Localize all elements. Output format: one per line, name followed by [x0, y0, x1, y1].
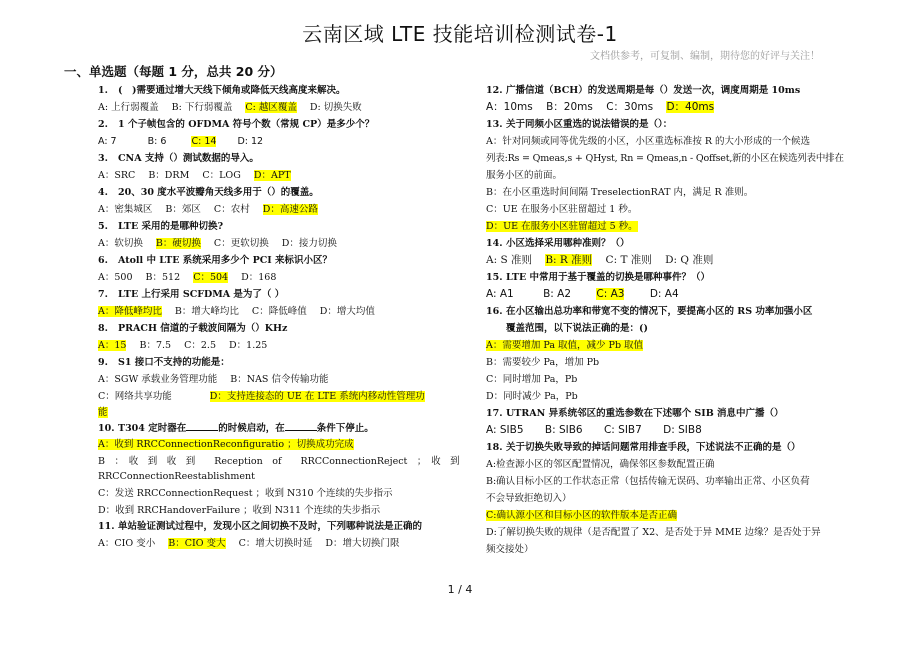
- option-a: A: 上行弱覆盖: [98, 102, 159, 113]
- question-text: 1 个子帧包含的 OFDMA 符号个数（常规 CP）是多少个？: [118, 119, 375, 130]
- option-d: D：同时减少 Pa，Pb: [486, 391, 578, 402]
- option-b: B：在小区重选时间间隔 TreselectionRAT 内，满足 R 准则。: [486, 187, 754, 198]
- option-b: B:确认目标小区的工作状态正常（包括传输无误码、功率输出正常、小区负荷: [486, 476, 810, 487]
- question-8: [98, 320, 438, 354]
- question-number: 14.: [486, 238, 503, 249]
- option-b: B: SIB6: [544, 424, 583, 436]
- option-b: B：需要较少 Pa，增加 Pb: [486, 357, 600, 368]
- option-b-answer: B：CIO 变大: [168, 538, 226, 549]
- question-15: [486, 269, 826, 303]
- question-text: ( )需要通过增大天线下倾角或降低天线高度来解决。: [118, 85, 346, 96]
- question-14: [486, 235, 826, 269]
- option-d: D: 12: [237, 136, 264, 147]
- question-text: Atoll 中 LTE 系统采用多少个 PCI 来标识小区？: [118, 255, 333, 266]
- option-c: C：LOG: [202, 170, 241, 181]
- page-number: 1 / 4: [447, 583, 473, 596]
- question-3: [98, 150, 438, 184]
- question-number: 16.: [486, 306, 503, 317]
- option-c: C: T 准则: [605, 254, 652, 266]
- option-d-answer: D：APT: [253, 170, 291, 181]
- option-c: C：增大切换时延: [238, 538, 313, 549]
- question-1: [98, 82, 438, 116]
- option-b: B ： 收 到 收 到 Reception of RRCConnectionReject ； 收 到: [98, 456, 460, 467]
- question-number: 8.: [98, 323, 108, 334]
- option-c: C：30ms: [606, 101, 654, 113]
- question-17: [486, 405, 826, 439]
- option-a-answer: A：降低峰均比: [98, 306, 162, 317]
- option-b: B：20ms: [546, 101, 593, 113]
- question-text: LTE 上行采用 SCFDMA 是为了（ ）: [118, 289, 285, 300]
- option-d-answer-cont: 能: [98, 407, 108, 418]
- question-number: 17.: [486, 408, 503, 419]
- option-a: A：SRC: [98, 170, 136, 181]
- option-d-answer: D：支持连接态的 UE 在 LTE 系统内移动性管理功: [209, 391, 425, 402]
- right-column: [486, 82, 844, 558]
- question-text: S1 接口不支持的功能是：: [118, 357, 230, 368]
- option-b: B：郊区: [165, 204, 201, 215]
- question-2: [98, 116, 438, 150]
- option-b-answer: B：硬切换: [155, 238, 201, 249]
- option-b-answer: B: R 准则: [545, 254, 593, 266]
- question-text: 在小区输出总功率和带宽不变的情况下，要提高小区的 RS 功率加强小区: [506, 306, 813, 317]
- option-b: B：7.5: [139, 340, 172, 351]
- question-number: 4.: [98, 187, 108, 198]
- option-d: D：接力切换: [281, 238, 337, 249]
- question-18: [486, 439, 826, 558]
- option-d: D：增大切换门限: [325, 538, 400, 549]
- option-a-answer: A：15: [98, 340, 127, 351]
- option-d-answer: D：UE 在服务小区驻留超过 5 秒。: [486, 221, 638, 232]
- blank-1: [186, 421, 218, 431]
- option-c: C：降低峰值: [251, 306, 307, 317]
- question-text: CNA 支持（）测试数据的导入。: [118, 153, 259, 164]
- option-d: D：增大均值: [319, 306, 375, 317]
- question-text: UTRAN 异系统邻区的重选参数在下述哪个 SIB 消息中广播（）: [506, 408, 784, 419]
- page-title: 云南区域 LTE 技能培训检测试卷-1: [302, 22, 618, 46]
- option-d: D：1.25: [229, 340, 268, 351]
- question-6: [98, 252, 438, 286]
- left-column: [98, 82, 460, 552]
- option-c: C：2.5: [184, 340, 216, 351]
- option-c-answer: C: 越区覆盖: [245, 102, 297, 113]
- option-a: A: S 准则: [486, 254, 532, 266]
- question-10: [98, 420, 460, 518]
- question-text: PRACH 信道的子载波间隔为（）KHz: [118, 323, 288, 334]
- option-d: D：收到 RRCHandoverFailure ；收到 N311 个连续的失步指示: [98, 505, 381, 516]
- question-text-2: 的时候启动，在: [218, 423, 285, 434]
- question-5: [98, 218, 438, 252]
- question-text-cont: 覆盖范围，以下说法正确的是：(): [506, 323, 648, 334]
- option-a: A：500: [98, 272, 133, 283]
- question-number: 6.: [98, 255, 108, 266]
- option-a: A: SIB5: [486, 424, 524, 436]
- option-a: A：10ms: [486, 101, 533, 113]
- option-b: B：NAS 信令传输功能: [230, 374, 329, 385]
- option-c-answer: C: 14: [191, 136, 217, 147]
- option-c-answer: C:确认源小区和目标小区的软件版本是否正确: [486, 510, 677, 521]
- question-number: 9.: [98, 357, 108, 368]
- question-text: T304 定时器在: [118, 423, 187, 434]
- question-text: 关于切换失败导致的掉话问题常用排查手段，下述说法不正确的是（）: [506, 442, 801, 453]
- option-b: B：增大峰均比: [174, 306, 239, 317]
- question-text-3: 条件下停止。: [316, 423, 374, 434]
- question-number: 11.: [98, 521, 115, 532]
- question-7: [98, 286, 438, 320]
- question-text: LTE 中常用于基于覆盖的切换是哪种事件？（）: [506, 272, 711, 283]
- option-b: B: A2: [543, 288, 572, 300]
- option-c: C：同时增加 Pa，Pb: [486, 374, 578, 385]
- question-number: 5.: [98, 221, 108, 232]
- option-b: B：DRM: [148, 170, 190, 181]
- option-a: A：SGW 承载业务管理功能: [98, 374, 218, 385]
- question-number: 1.: [98, 85, 108, 96]
- option-a-answer: A：收到 RRCConnectionReconfiguratio ；切换成功完成: [98, 439, 354, 450]
- option-c-answer: C: A3: [596, 288, 625, 300]
- option-a: A：CIO 变小: [98, 538, 156, 549]
- option-a: A:检查源小区的邻区配置情况，确保邻区参数配置正确: [486, 459, 715, 470]
- option-b: B: 下行弱覆盖: [171, 102, 233, 113]
- option-b: B：512: [145, 272, 181, 283]
- option-d: D: Q 准则: [665, 254, 714, 266]
- option-d: D: A4: [649, 288, 679, 300]
- option-d: D: 切换失败: [309, 102, 362, 113]
- question-text: 广播信道（BCH）的发送周期是每（）发送一次，调度周期是 10ms: [506, 85, 801, 96]
- question-number: 2.: [98, 119, 108, 130]
- blank-2: [285, 421, 317, 431]
- option-a: A: A1: [486, 288, 514, 300]
- option-d: D：168: [241, 272, 277, 283]
- question-number: 3.: [98, 153, 108, 164]
- question-number: 7.: [98, 289, 108, 300]
- section-title: 一、单选题（每题 1 分，总共 20 分）: [64, 64, 283, 79]
- option-c: C: SIB7: [603, 424, 642, 436]
- question-11: [98, 518, 438, 552]
- option-d: D: SIB8: [663, 424, 702, 436]
- question-text: LTE 采用的是哪种切换?: [118, 221, 224, 232]
- option-d-answer: D：高速公路: [262, 204, 318, 215]
- question-number: 10.: [98, 423, 115, 434]
- option-a: A：针对同频或同等优先级的小区，小区重选标准按 R 的大小形成的一个候选: [486, 136, 811, 147]
- option-c: C：发送 RRCConnectionRequest ；收到 N310 个连续的失步指示: [98, 488, 393, 499]
- question-text: 关于同频小区重选的说法错误的是（）：: [506, 119, 673, 130]
- question-9: [98, 354, 438, 420]
- question-16: [486, 303, 826, 405]
- question-12: [486, 82, 826, 116]
- option-d: D:了解切换失败的规律（是否配置了 X2、是否处于异 MME 边缘？是否处于异: [486, 527, 821, 538]
- option-a-answer: A：需要增加 Pa 取值，减少 Pb 取值: [486, 340, 644, 351]
- question-text: 20、30 度水平波瓣角天线多用于（）的覆盖。: [118, 187, 319, 198]
- option-a-cont: 列表:Rs = Qmeas,s + QHyst, Rn = Qmeas,n - Qoffset,新的小区在候选列表中排在: [486, 153, 844, 164]
- option-c: C：网络共享功能: [98, 391, 172, 402]
- option-c: C：UE 在服务小区驻留超过 1 秒。: [486, 204, 638, 215]
- question-4: [98, 184, 438, 218]
- option-a-cont-2: 服务小区的前面。: [486, 170, 563, 181]
- option-b-cont: 不会导致拒绝切入）: [486, 493, 572, 504]
- question-number: 12.: [486, 85, 503, 96]
- option-c-answer: C：504: [193, 272, 229, 283]
- option-a: A: 7: [98, 136, 117, 147]
- option-b-cont: RRCConnectionReestablishment: [98, 471, 255, 482]
- option-c: C：更软切换: [213, 238, 269, 249]
- option-a: A：软切换: [98, 238, 143, 249]
- question-text: 小区选择采用哪种准则？（）: [506, 238, 630, 249]
- question-number: 13.: [486, 119, 503, 130]
- question-number: 15.: [486, 272, 503, 283]
- option-d-answer: D：40ms: [666, 101, 715, 113]
- option-a: A：密集城区: [98, 204, 153, 215]
- option-d-cont: 频交接处）: [486, 544, 534, 555]
- option-b: B: 6: [147, 136, 167, 147]
- watermark-text: 文档供参考，可复制、编制，期待您的好评与关注！: [590, 51, 820, 62]
- question-text: 单站验证测试过程中，发现小区之间切换不及时，下列哪种说法是正确的: [118, 521, 423, 532]
- option-c: C：农村: [213, 204, 250, 215]
- question-13: [486, 116, 844, 235]
- question-number: 18.: [486, 442, 503, 453]
